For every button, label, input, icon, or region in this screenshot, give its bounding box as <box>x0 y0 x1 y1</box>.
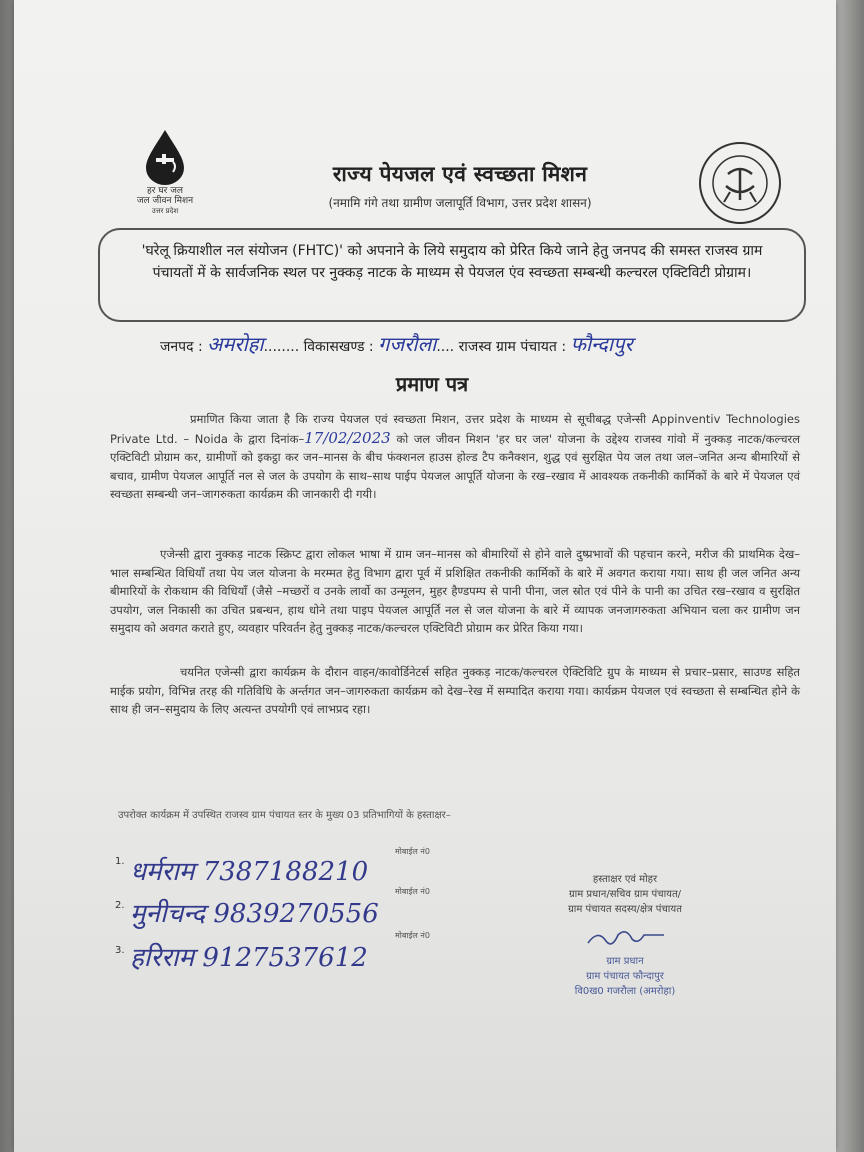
participant-3-signature: हरिराम 9127537612 <box>130 943 368 973</box>
paragraph-1-part-b: को जल जीवन मिशन 'हर घर जल' योजना के उद्देश्य राजस्व गांवो में नुक्कड़ नाटक/कल्चरल एक्टिविटी प्रोग्राम कर, ग्रामीणों को इकट्ठा कर जन–मानस के बीच फंक्शनल हाउस होल्ड टैप कनैक्शन, शुद्ध एवं सुरक्षित पेय जल तथा जल–जनित अन्य बीमारियों से बचाव, ग्रामीण पेयजल आपूर्ति नल से जल के उपयोग के साथ–साथ पाईप पेयजल आपूर्ति योजना के रख–रखाव में आवश्यक तकनीकी कार्मिकों के बारे में पेयजल एवं स्वच्छता सम्बन्धी जन–जागरुकता कार्यक्रम की जानकारी दी गयी। <box>110 431 800 501</box>
signature-stamp-block <box>535 872 715 999</box>
paragraph-1 <box>110 410 800 504</box>
up-government-emblem-icon <box>698 140 782 226</box>
panchayat-label: राजस्व ग्राम पंचायत : <box>458 339 567 355</box>
block-label: विकासखण्ड : <box>303 339 374 355</box>
mission-title: राज्य पेयजल एवं स्वच्छता मिशन <box>332 162 588 186</box>
logo-caption-2: जल जीवन मिशन <box>136 196 194 206</box>
logo-caption-1: हर घर जल <box>147 186 183 196</box>
pradhan-signature-icon <box>535 927 715 954</box>
block-value: गजरौला <box>378 332 437 356</box>
paragraph-3: चयनित एजेन्सी द्वारा कार्यक्रम के दौरान वाहन/कावोर्डिनेटर्स सहित नुक्कड़ नाटक/कल्चरल ऐक्टिविटि ग्रुप के माध्यम से प्रचार–प्रसार, साउण्ड सहित माईक प्रयोग, विभिन्न तरह की गतिविधि के अर्न्तगत जन–जागरुकता कार्यक्रम को देख–रेख में सम्पादित कराया गया। कार्यक्रम पेयजल एवं स्वच्छता से सम्बन्धित होने के साथ ही जन–समुदाय के लिए अत्यन्त उपयोगी एवं लाभप्रद रहा। <box>110 665 800 716</box>
panchayat-value: फौन्दापुर <box>570 332 633 356</box>
seal-line-1: ग्राम प्रधान <box>606 956 644 967</box>
handwritten-date: 17/02/2023 <box>304 428 391 447</box>
mobile-label-2: मोबाईल नं0 <box>395 887 430 896</box>
mobile-label-1: मोबाईल नं0 <box>395 847 430 856</box>
participant-1-signature: धर्मराम 7387188210 <box>130 857 369 887</box>
mission-subtitle: (नमामि गंगे तथा ग्रामीण जलापूर्ति विभाग, उत्तर प्रदेश शासन) <box>328 196 592 210</box>
location-fields: जनपद : अमरोहा........ विकासखण्ड : गजरौला.... राजस्व ग्राम पंचायत : फौन्दापुर <box>160 332 633 356</box>
seal-line-3: वि0ख0 गजरौला (अमरोहा) <box>574 986 676 997</box>
stamp-line-2: ग्राम प्रधान/सचिव ग्राम पंचायत/ <box>568 889 682 900</box>
seal-line-2: ग्राम पंचायत फौन्दापुर <box>586 971 664 982</box>
participant-2-signature: मुनीचन्द 9839270556 <box>130 899 379 929</box>
district-value: अमरोहा <box>207 332 264 356</box>
header <box>240 160 680 211</box>
stamp-line-3: ग्राम पंचायत सदस्य/क्षेत्र पंचायत <box>568 904 682 915</box>
stamp-line-1: हस्ताक्षर एवं मोहर <box>592 874 658 885</box>
har-ghar-jal-logo <box>120 128 210 216</box>
paragraph-1-part-a: प्रमाणित किया जाता है कि राज्य पेयजल एवं स्वच्छता मिशन, उत्तर प्रदेश के माध्यम से सूचीबद्ध एजेन्सी Appinventiv Technologies Private Ltd. – Noida के द्वारा दिनांक– <box>110 412 800 446</box>
participants-intro: उपरोक्त कार्यक्रम में उपस्थित राजस्व ग्राम पंचायत स्तर के मुख्य 03 प्रतिभागियों के हस्ताक्षर– <box>118 810 451 821</box>
paragraph-2: एजेन्सी द्वारा नुक्कड़ नाटक स्क्रिप्ट द्वारा लोकल भाषा में ग्राम जन–मानस को बीमारियों से होने वाले दुष्प्रभावों की पहचान करने, मरीज की प्राथमिक देख–भाल सम्बन्धित विधियाँ तथा पेय जल योजना के मरम्मत हेतु विभाग द्वारा पूर्व में प्रशिक्षित तकनीकी कार्मिकों के बारे में अवगत कराया गया। साथ ही जल जनित अन्य बीमारियों के रोकथाम की विधियाँ (जैसे –मच्छरों व उनके लार्वो का उन्मूलन, मुहर हैण्डपम्प से पानी पीना, जल स्रोत एवं पीने के पानी का उचित रख–रखाव व सुरक्षित उपयोग, जल निकासी का उचित प्रबन्धन, हाथ धोने तथा पाइप पेयजल आपूर्ति नल से जल योजना के बारे में व्यापक जनजागरुकता अभियान चला कर ग्रामीण जन समुदाय को अवगत कराते हुए, व्यवहार परिवर्तन हेतु नुक्कड़ नाटक/कल्चरल एक्टिविटी प्रोग्राम कर प्रेरित किया गया। <box>110 547 800 635</box>
district-label: जनपद : <box>160 339 203 355</box>
participant-3-number: 3. <box>115 945 125 956</box>
participant-1-number: 1. <box>115 856 125 867</box>
participant-2-number: 2. <box>115 900 125 911</box>
water-drop-icon <box>142 128 188 186</box>
logo-caption-3: उत्तर प्रदेश <box>151 207 179 215</box>
program-description-box: 'घरेलू क्रियाशील नल संयोजन (FHTC)' को अपनाने के लिये समुदाय को प्रेरित किये जाने हेतु जनपद की समस्त राजस्व ग्राम पंचायतों में के सार्वजनिक स्थल पर नुक्कड़ नाटक के माध्यम से पेयजल एंव स्वच्छता सम्बन्धी कल्चरल एक्टिविटी प्रोग्राम। <box>98 228 806 322</box>
certificate-heading: प्रमाण पत्र <box>395 372 469 396</box>
mobile-label-3: मोबाईल नं0 <box>395 931 430 940</box>
